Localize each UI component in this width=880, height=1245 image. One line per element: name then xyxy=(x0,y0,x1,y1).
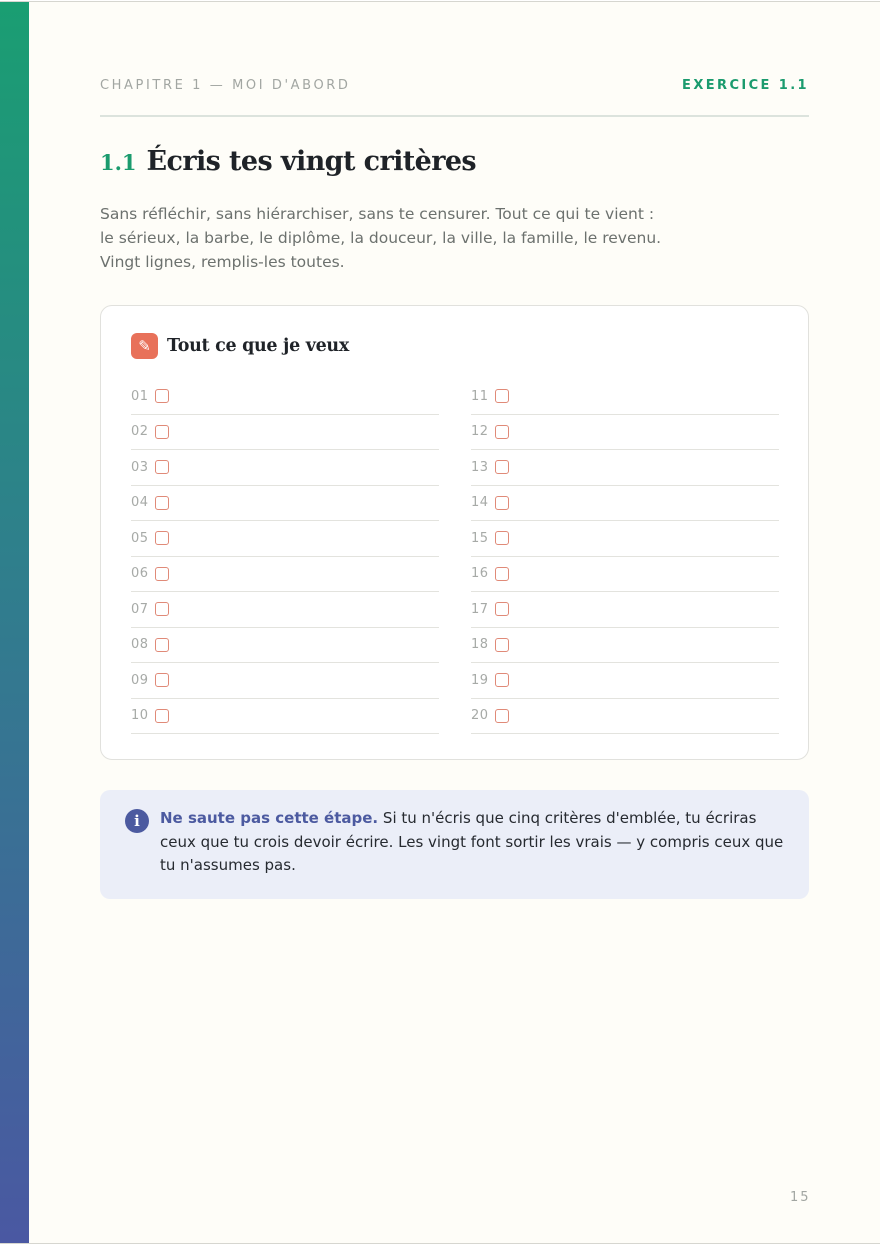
running-head xyxy=(100,78,809,93)
line-number: 09 xyxy=(131,672,149,688)
line-number: 11 xyxy=(471,388,489,404)
checkbox[interactable] xyxy=(155,425,169,439)
line-number: 18 xyxy=(471,637,489,653)
checkbox[interactable] xyxy=(155,602,169,616)
section-number: 1.1 xyxy=(100,150,137,175)
page-number: 15 xyxy=(790,1190,811,1205)
criteria-line[interactable] xyxy=(131,663,439,699)
line-number: 10 xyxy=(131,708,149,724)
info-icon: i xyxy=(125,809,149,833)
pencil-icon: ✎ xyxy=(131,333,158,359)
checkbox[interactable] xyxy=(495,389,509,403)
checkbox[interactable] xyxy=(155,460,169,474)
criteria-line[interactable] xyxy=(131,592,439,628)
line-number: 13 xyxy=(471,459,489,475)
checkbox[interactable] xyxy=(495,638,509,652)
page xyxy=(0,1,880,1244)
tip-body: Si tu n'écris que cinq critères d'emblée, tu écriras ceux que tu crois devoir écrire. Les vingt font sortir les vrais — y compris ceux que tu n'assumes pas. xyxy=(160,809,784,874)
intro-line: Vingt lignes, remplis-les toutes. xyxy=(100,253,345,271)
criteria-line[interactable] xyxy=(471,628,779,664)
card-header xyxy=(131,333,349,359)
line-number: 20 xyxy=(471,708,489,724)
checkbox[interactable] xyxy=(155,638,169,652)
checkbox[interactable] xyxy=(495,531,509,545)
line-number: 08 xyxy=(131,637,149,653)
criteria-line[interactable] xyxy=(131,699,439,735)
line-number: 15 xyxy=(471,530,489,546)
criteria-line[interactable] xyxy=(471,486,779,522)
checkbox[interactable] xyxy=(495,709,509,723)
line-number: 12 xyxy=(471,424,489,440)
checkbox[interactable] xyxy=(155,389,169,403)
line-number: 07 xyxy=(131,601,149,617)
criteria-line[interactable] xyxy=(471,521,779,557)
line-number: 06 xyxy=(131,566,149,582)
intro-line: le sérieux, la barbe, le diplôme, la douceur, la ville, la famille, le revenu. xyxy=(100,229,662,247)
checkbox[interactable] xyxy=(495,496,509,510)
line-number: 02 xyxy=(131,424,149,440)
line-number: 14 xyxy=(471,495,489,511)
criteria-line[interactable] xyxy=(131,628,439,664)
criteria-line[interactable] xyxy=(131,486,439,522)
line-number: 04 xyxy=(131,495,149,511)
chapter-label: CHAPITRE 1 — MOI D'ABORD xyxy=(100,78,351,93)
criteria-line[interactable] xyxy=(471,450,779,486)
line-number: 19 xyxy=(471,672,489,688)
tip-emphasis: Ne saute pas cette étape. xyxy=(160,809,379,827)
checkbox[interactable] xyxy=(495,425,509,439)
checkbox[interactable] xyxy=(495,673,509,687)
section-title: Écris tes vingt critères xyxy=(146,146,477,177)
card-title: Tout ce que je veux xyxy=(167,336,349,356)
tip-text xyxy=(160,807,790,878)
criteria-line[interactable] xyxy=(471,663,779,699)
criteria-line[interactable] xyxy=(471,699,779,735)
page-title xyxy=(100,146,476,177)
exercise-label: EXERCICE 1.1 xyxy=(682,78,809,93)
line-number: 17 xyxy=(471,601,489,617)
criteria-line[interactable] xyxy=(471,379,779,415)
criteria-line[interactable] xyxy=(131,557,439,593)
checkbox[interactable] xyxy=(155,673,169,687)
criteria-line[interactable] xyxy=(131,379,439,415)
line-number: 16 xyxy=(471,566,489,582)
checkbox[interactable] xyxy=(495,602,509,616)
intro-line: Sans réfléchir, sans hiérarchiser, sans te censurer. Tout ce qui te vient : xyxy=(100,205,655,223)
checkbox[interactable] xyxy=(155,709,169,723)
tip-callout xyxy=(100,790,809,899)
side-color-band xyxy=(0,2,29,1243)
criteria-column-left xyxy=(131,379,439,734)
criteria-line[interactable] xyxy=(471,415,779,451)
header-divider xyxy=(100,115,809,117)
line-number: 05 xyxy=(131,530,149,546)
criteria-worksheet-card xyxy=(100,305,809,760)
line-number: 01 xyxy=(131,388,149,404)
checkbox[interactable] xyxy=(495,567,509,581)
criteria-line[interactable] xyxy=(131,415,439,451)
criteria-line[interactable] xyxy=(131,521,439,557)
checkbox[interactable] xyxy=(155,531,169,545)
criteria-column-right xyxy=(471,379,779,734)
criteria-line[interactable] xyxy=(131,450,439,486)
checkbox[interactable] xyxy=(155,496,169,510)
criteria-line[interactable] xyxy=(471,557,779,593)
checkbox[interactable] xyxy=(155,567,169,581)
checkbox[interactable] xyxy=(495,460,509,474)
intro-paragraph xyxy=(100,202,720,274)
criteria-line[interactable] xyxy=(471,592,779,628)
line-number: 03 xyxy=(131,459,149,475)
